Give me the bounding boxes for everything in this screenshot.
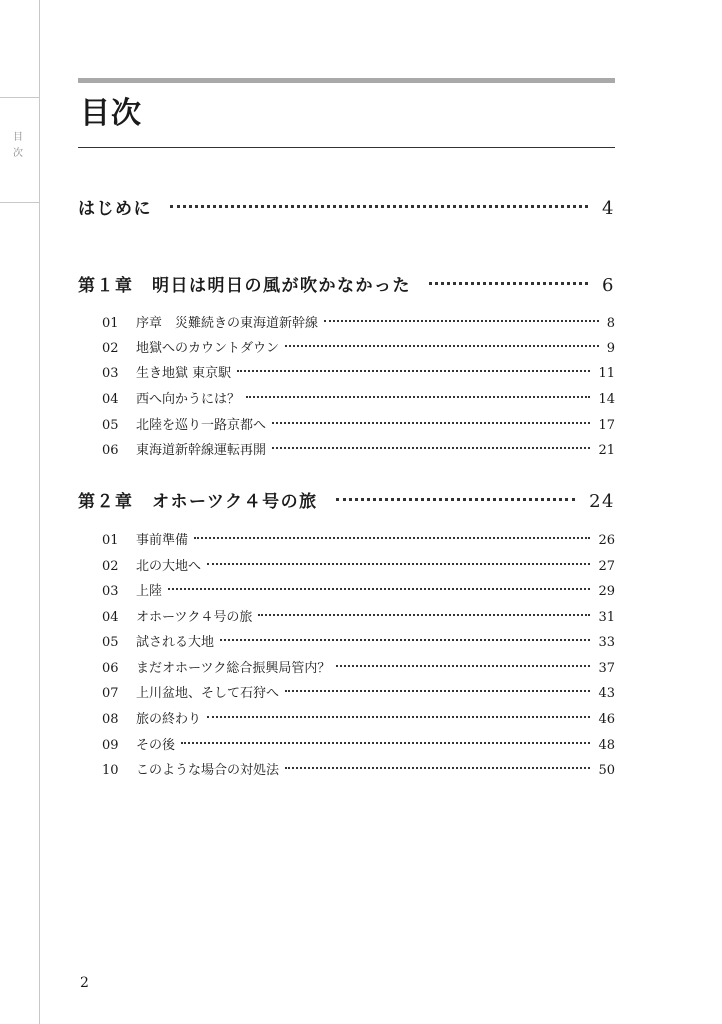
toc-item-number: 02 [102, 559, 119, 574]
toc-item-page: 17 [598, 418, 615, 433]
toc-item-number: 09 [102, 738, 119, 753]
toc-entry-label: はじめに [78, 199, 152, 219]
toc-item[interactable] [78, 529, 615, 549]
toc-item-number: 10 [102, 763, 119, 778]
side-index-tab [0, 97, 39, 203]
toc-item-page: 43 [598, 686, 615, 701]
toc-item-number: 04 [102, 610, 119, 625]
dot-leader [285, 690, 590, 692]
toc-item-label: 北陸を巡り一路京都へ [136, 418, 267, 433]
toc-item[interactable] [78, 759, 615, 779]
dot-leader [272, 447, 590, 449]
toc-item[interactable] [78, 312, 615, 332]
toc-item-label: 東海道新幹線運転再開 [136, 443, 267, 458]
dot-leader [336, 665, 590, 667]
toc-item[interactable] [78, 708, 615, 728]
toc-item-page: 14 [598, 392, 615, 407]
toc-item-label: 地獄へのカウントダウン [136, 341, 280, 356]
toc-item[interactable] [78, 631, 615, 651]
toc-entry-chapter-1[interactable] [78, 271, 615, 297]
toc-item-label: オホーツク４号の旅 [136, 610, 253, 625]
toc-item-number: 07 [102, 686, 119, 701]
toc-item-page: 33 [598, 635, 615, 650]
page-title: 目次 [80, 96, 142, 131]
dot-leader [170, 205, 588, 208]
toc-item-page: 26 [598, 533, 615, 548]
toc-entry-page: 4 [602, 198, 615, 219]
toc-item-page: 37 [598, 661, 615, 676]
dot-leader [336, 498, 575, 501]
dot-leader [168, 588, 590, 590]
toc-item-label: 上川盆地、そして石狩へ [136, 686, 280, 701]
title-rule [78, 147, 615, 148]
toc-entry-chapter-2[interactable] [78, 487, 615, 513]
footer-page-number: 2 [80, 975, 89, 991]
toc-item-label: その後 [136, 738, 176, 753]
dot-leader [272, 422, 590, 424]
margin-line [39, 0, 40, 1024]
toc-item[interactable] [78, 362, 615, 382]
toc-item-number: 01 [102, 533, 119, 548]
dot-leader [285, 767, 590, 769]
toc-item-number: 02 [102, 341, 119, 356]
toc-item-page: 11 [598, 366, 615, 381]
toc-entry-page: 24 [589, 491, 615, 512]
toc-item-number: 01 [102, 316, 119, 331]
dot-leader [207, 716, 590, 718]
dot-leader [246, 396, 590, 398]
toc-item-label: 生き地獄 東京駅 [136, 366, 232, 381]
toc-item[interactable] [78, 439, 615, 459]
dot-leader [324, 320, 599, 322]
dot-leader [194, 537, 590, 539]
toc-item-number: 05 [102, 635, 119, 650]
toc-item-number: 03 [102, 366, 119, 381]
toc-entry-label: 第２章 オホーツク４号の旅 [78, 492, 318, 512]
toc-item-page: 27 [598, 559, 615, 574]
dot-leader [181, 742, 590, 744]
dot-leader [258, 614, 590, 616]
top-rule [78, 78, 615, 83]
toc-item-label: 上陸 [136, 584, 163, 599]
toc-item[interactable] [78, 734, 615, 754]
toc-item-label: 事前準備 [136, 533, 189, 548]
toc-item-label: 西へ向かうには？ [136, 392, 241, 407]
toc-item[interactable] [78, 337, 615, 357]
side-tab-label: 目次 [13, 132, 23, 159]
toc-item[interactable] [78, 414, 615, 434]
toc-item[interactable] [78, 580, 615, 600]
toc-item-page: 46 [598, 712, 615, 727]
dot-leader [429, 282, 588, 285]
toc-entry-page: 6 [602, 275, 615, 296]
toc-item[interactable] [78, 388, 615, 408]
toc-item-label: 北の大地へ [136, 559, 202, 574]
toc-item-number: 08 [102, 712, 119, 727]
dot-leader [285, 345, 599, 347]
toc-item-number: 06 [102, 661, 119, 676]
toc-item-page: 31 [598, 610, 615, 625]
toc-item-number: 05 [102, 418, 119, 433]
toc-item[interactable] [78, 682, 615, 702]
toc-item-label: このような場合の対処法 [136, 763, 280, 778]
dot-leader [207, 563, 590, 565]
toc-item-number: 06 [102, 443, 119, 458]
dot-leader [220, 639, 590, 641]
toc-item-label: 試される大地 [136, 635, 215, 650]
toc-item-label: 序章 災難続きの東海道新幹線 [136, 316, 319, 331]
toc-item-page: 9 [606, 341, 615, 356]
toc-item[interactable] [78, 606, 615, 626]
toc-item-page: 29 [598, 584, 615, 599]
dot-leader [237, 370, 590, 372]
toc-item-page: 21 [598, 443, 615, 458]
toc-entry-intro[interactable] [78, 194, 615, 220]
toc-item-page: 8 [606, 316, 615, 331]
toc-item-page: 50 [598, 763, 615, 778]
toc-item[interactable] [78, 555, 615, 575]
toc-item-number: 03 [102, 584, 119, 599]
toc-item-page: 48 [598, 738, 615, 753]
toc-item-label: 旅の終わり [136, 712, 202, 727]
toc-item-label: まだオホーツク総合振興局管内？ [136, 661, 331, 676]
toc-item-number: 04 [102, 392, 119, 407]
toc-entry-label: 第１章 明日は明日の風が吹かなかった [78, 276, 411, 296]
toc-item[interactable] [78, 657, 615, 677]
